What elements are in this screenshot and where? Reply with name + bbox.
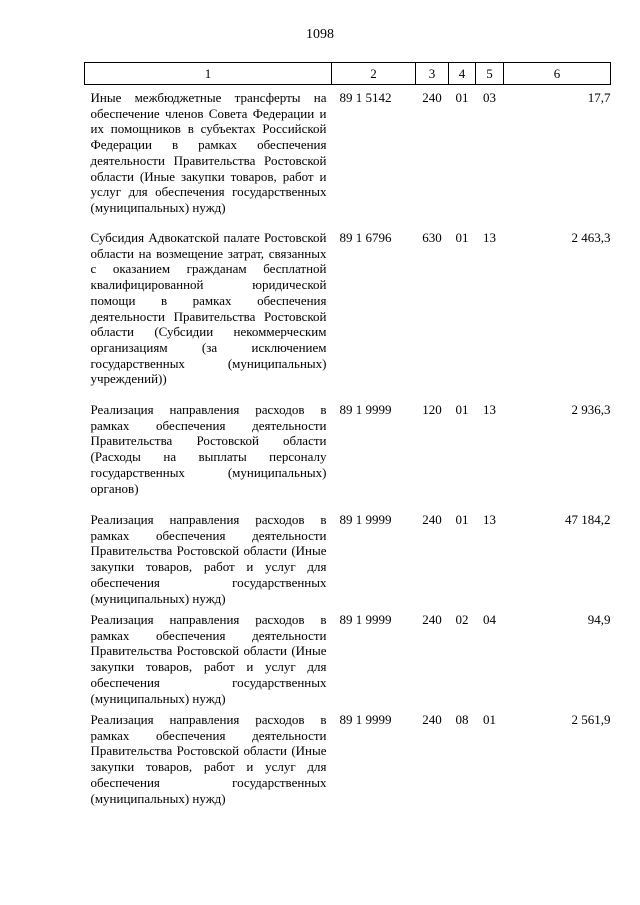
row-description: Субсидия Адвокатской палате Ростовской области на возмещение затрат, связанных с оказанием гражданам бесплатной квалифицированной юридической помощи в рамках обеспечения деятельности Правительства Ростовской области (Субсидии некоммерческим организациям (за исключением государственных (муниципальных) учреждений)) [90, 230, 327, 387]
row-subsection: 01 [483, 712, 496, 727]
row-target-code: 89 1 9999 [339, 712, 392, 727]
header-col-2: 2 [332, 63, 416, 85]
row-amount: 17,7 [587, 90, 611, 105]
row-expense-type: 630 [422, 230, 442, 245]
header-col-3: 3 [416, 63, 449, 85]
row-section: 08 [455, 712, 469, 727]
row-amount: 94,9 [587, 612, 611, 627]
row-description: Реализация направления расходов в рамках обеспечения деятельности Правительства Ростовской области (Иные закупки товаров, работ и услуг для обеспечения государственных (муниципальных) нужд) [90, 712, 327, 806]
row-target-code: 89 1 5142 [339, 90, 392, 105]
row-section: 01 [455, 402, 469, 417]
table-row [85, 712, 611, 807]
table-header [85, 63, 611, 85]
header-col-1: 1 [85, 63, 332, 85]
row-amount: 2 463,3 [571, 230, 611, 245]
header-row [85, 63, 611, 85]
row-subsection: 13 [483, 402, 496, 417]
header-col-4: 4 [449, 63, 476, 85]
row-subsection: 03 [483, 90, 496, 105]
row-target-code: 89 1 9999 [339, 402, 392, 417]
row-section: 01 [455, 230, 469, 245]
table-row [85, 230, 611, 402]
table-body [85, 85, 611, 808]
row-target-code: 89 1 9999 [339, 512, 392, 527]
row-description: Иные межбюджетные трансферты на обеспечение членов Совета Федерации и их помощников в субъектах Российской Федерации в рамках обеспечения деятельности Правительства Ростовской области (Иные закупки товаров, работ и услуг для обеспечения государственных (муниципальных) нужд) [90, 90, 327, 215]
row-expense-type: 240 [422, 612, 442, 627]
row-expense-type: 240 [422, 90, 442, 105]
header-col-6: 6 [504, 63, 611, 85]
table-row [85, 402, 611, 512]
row-target-code: 89 1 6796 [339, 230, 392, 245]
row-expense-type: 240 [422, 512, 442, 527]
row-description: Реализация направления расходов в рамках обеспечения деятельности Правительства Ростовской области (Расходы на выплаты персоналу государственных (муниципальных) органов) [90, 402, 327, 496]
row-section: 01 [455, 512, 469, 527]
table-row [85, 612, 611, 712]
row-description: Реализация направления расходов в рамках обеспечения деятельности Правительства Ростовской области (Иные закупки товаров, работ и услуг для обеспечения государственных (муниципальных) нужд) [90, 512, 327, 606]
budget-table [84, 62, 611, 807]
row-amount: 2 561,9 [571, 712, 611, 727]
row-description: Реализация направления расходов в рамках обеспечения деятельности Правительства Ростовской области (Иные закупки товаров, работ и услуг для обеспечения государственных (муниципальных) нужд) [90, 612, 327, 706]
row-subsection: 13 [483, 230, 496, 245]
table-row [85, 85, 611, 231]
page-number: 1098 [306, 27, 334, 42]
row-subsection: 13 [483, 512, 496, 527]
header-col-5: 5 [476, 63, 504, 85]
row-amount: 2 936,3 [571, 402, 611, 417]
row-target-code: 89 1 9999 [339, 612, 392, 627]
row-expense-type: 120 [422, 402, 442, 417]
row-section: 01 [455, 90, 469, 105]
table-row [85, 512, 611, 612]
row-amount: 47 184,2 [565, 512, 611, 527]
row-expense-type: 240 [422, 712, 442, 727]
row-section: 02 [455, 612, 469, 627]
row-subsection: 04 [483, 612, 496, 627]
